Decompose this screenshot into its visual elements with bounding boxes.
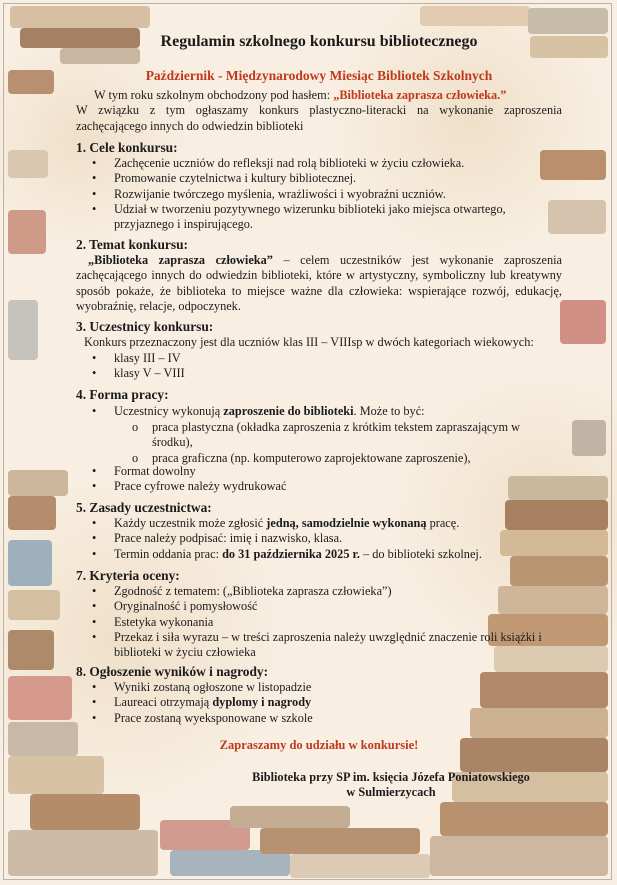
intro-paragraph — [76, 88, 562, 134]
section-heading-form: 4. Forma pracy: — [76, 387, 169, 402]
list-item: • Promowanie czytelnictwa i kultury bibliotecznej. — [92, 171, 357, 186]
participants-list — [92, 351, 562, 382]
list-item: o praca graficzna (np. komputerowo zaprojektowane zaproszenie), — [132, 450, 471, 465]
intro-prefix: W tym roku szkolnym obchodzony pod hasłem: — [94, 88, 334, 102]
section-heading-participants: 3. Uczestnicy konkursu: — [76, 319, 214, 334]
list-item: • Zgodność z tematem: („Biblioteka zaprasza człowieka”) — [92, 584, 392, 598]
list-item: • klasy V – VIII — [92, 366, 185, 381]
intro-rest: W związku z tym ogłaszamy konkurs plastyczno-literacki na wykonanie zaproszenia zachęcającego innych do odwiedzin biblioteki — [76, 103, 562, 133]
list-item: • Laureaci otrzymają dyplomy i nagrody — [92, 695, 312, 710]
intro-slogan: „Biblioteka zaprasza człowieka.” — [333, 88, 507, 102]
list-item: • Estetyka wykonania — [92, 614, 214, 629]
participants-text: Konkurs przeznaczony jest dla uczniów klas III – VIIIsp w dwóch kategoriach wiekowych: — [84, 335, 534, 349]
list-item: • Przekaz i siła wyrazu – w treści zaproszenia należy uwzględnić znaczenie roli książki i biblioteki w życiu człowieka — [92, 629, 542, 660]
signature-line-1: Biblioteka przy SP im. księcia Józefa Poniatowskiego — [252, 770, 530, 784]
invitation-text: Zapraszamy do udziału w konkursie! — [219, 738, 419, 752]
results-list — [92, 680, 562, 726]
goals-list — [92, 156, 562, 232]
form-sublist — [92, 420, 562, 466]
list-item: • Każdy uczestnik może zgłosić jedną, samodzielnie wykonaną pracę. — [92, 516, 460, 530]
document-title: Regulamin szkolnego konkursu bibliotecznego — [160, 33, 478, 50]
topic-title: „Biblioteka zaprasza człowieka” — [88, 253, 273, 267]
list-item: • Udział w tworzeniu pozytywnego wizerunku biblioteki jako miejsca otwartego, przyjaznego i inspirującego. — [92, 201, 506, 232]
section-heading-topic: 2. Temat konkursu: — [76, 237, 188, 252]
form-list-continued — [92, 464, 562, 495]
list-item: • Format dowolny — [92, 464, 196, 478]
list-item: • Uczestnicy wykonują zaproszenie do biblioteki. Może to być: — [92, 404, 425, 418]
form-list — [92, 404, 562, 419]
topic-text: – celem uczestników jest wykonanie zaproszenia zachęcającego innych do odwiedzin biblioteki, które w artystyczny, symboliczny lub kreatywny sposób pokaże, że biblioteka to miejsce ważne dla człowieka: wspierające rozwój, edukację, wyobraźnię, relacje, odpoczynek. — [76, 253, 562, 313]
list-item: • Termin oddania prac: do 31 października 2025 r. – do biblioteki szkolnej. — [92, 546, 482, 561]
section-heading-results: 8. Ogłoszenie wyników i nagrody: — [76, 664, 269, 679]
topic-paragraph — [76, 253, 562, 314]
signature-line-2: w Sulmierzycach — [346, 785, 436, 799]
list-item: • Oryginalność i pomysłowość — [92, 599, 258, 614]
criteria-list — [92, 584, 562, 660]
list-item: • Prace cyfrowe należy wydrukować — [92, 479, 287, 494]
list-item: • Wyniki zostaną ogłoszone w listopadzie — [92, 680, 312, 694]
signature — [226, 770, 556, 800]
list-item: • Prace zostaną wyeksponowane w szkole — [92, 710, 313, 725]
list-item: • klasy III – IV — [92, 351, 181, 365]
list-item: • Rozwijanie twórczego myślenia, wrażliwości i wyobraźni uczniów. — [92, 186, 446, 201]
list-item: o praca plastyczna (okładka zaproszenia z krótkim tekstem zapraszającym w środku), — [132, 420, 521, 450]
document-subtitle: Październik - Międzynarodowy Miesiąc Bibliotek Szkolnych — [145, 68, 493, 83]
list-item: • Zachęcenie uczniów do refleksji nad rolą biblioteki w życiu człowieka. — [92, 156, 465, 170]
section-heading-rules: 5. Zasady uczestnictwa: — [76, 500, 212, 515]
rules-list — [92, 516, 562, 562]
section-heading-criteria: 7. Kryteria oceny: — [76, 568, 180, 583]
list-item: • Prace należy podpisać: imię i nazwisko, klasa. — [92, 531, 343, 546]
section-heading-goals: 1. Cele konkursu: — [76, 140, 178, 155]
